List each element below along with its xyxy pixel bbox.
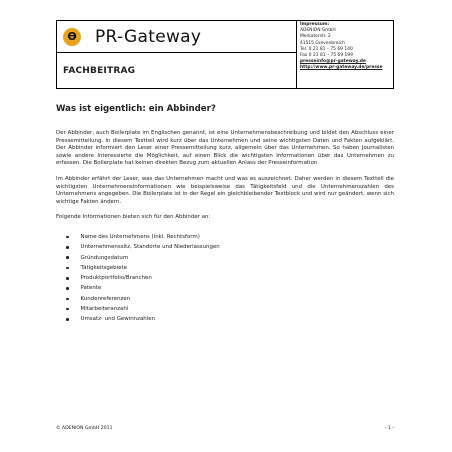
bullet-icon xyxy=(66,298,69,301)
list-item xyxy=(66,253,394,263)
info-list xyxy=(56,232,394,325)
bullet-icon xyxy=(66,277,69,280)
bullet-icon xyxy=(66,256,69,259)
bullet-icon xyxy=(66,287,69,290)
list-item-text: Name des Unternehmens (inkl. Rechtsform) xyxy=(80,233,200,240)
list-intro: Folgende Informationen bieten sich für den Abbinder an: xyxy=(56,214,211,221)
list-item-text: Mitarbeiteranzahl xyxy=(80,306,129,313)
list-item-text: Produktportfolio/Branchen xyxy=(80,275,152,282)
impressum-company: ADENION GmbH xyxy=(300,28,336,34)
impressum-fax: Fax 0 21 81 – 75 69 199 xyxy=(300,53,353,59)
footer-page-number: - 1 - xyxy=(384,426,394,431)
list-item-text: Kundenreferenzen xyxy=(80,295,131,302)
impressum-url-link[interactable]: http://www.pr-gateway.de/presse xyxy=(300,65,383,71)
bullet-icon xyxy=(66,246,69,249)
impressum-email-link[interactable]: presseinfo@pr-gateway.de xyxy=(300,59,366,65)
impressum-street: Merkatorstr. 2 xyxy=(300,34,331,40)
footer-copyright: © ADENION GmbH 2011 xyxy=(56,426,113,431)
document-footer xyxy=(56,426,394,431)
impressum-block xyxy=(297,21,393,88)
list-item-text: Unternehmenssitz, Standorte und Niederlassungen xyxy=(80,244,220,251)
list-item xyxy=(66,283,394,293)
pr-gateway-logo-icon: ϴ xyxy=(63,28,81,46)
bullet-icon xyxy=(66,267,69,270)
list-item xyxy=(66,304,394,314)
list-item-text: Patente xyxy=(80,285,102,292)
list-item-text: Umsatz- und Gewinnzahlen xyxy=(80,316,156,323)
list-item-text: Tätigkeitsgebiete xyxy=(80,264,127,271)
section-label: FACHBEITRAG xyxy=(63,65,136,76)
article-body xyxy=(56,104,394,325)
brand-row xyxy=(57,21,296,53)
article-title: Was ist eigentlich: ein Abbinder? xyxy=(56,104,216,114)
bullet-icon xyxy=(66,318,69,321)
impressum-city: 41515 Grevenbroich xyxy=(300,40,345,46)
list-item-text: Gründungsdatum xyxy=(80,254,129,261)
list-item xyxy=(66,294,394,304)
bullet-icon xyxy=(66,308,69,311)
impressum-tel: Tel. 0 21 81 – 75 69 140 xyxy=(300,46,353,52)
section-row xyxy=(57,53,296,88)
article-paragraph-2: Im Abbinder erfährt der Leser, was das Unternehmen macht und was es auszeichnet. Daher werden in diesem Textteil die wichtigsten Unternehmensinformationen wie beispielsweise das Tätigkeitsfeld und die Unternehmenszahlen des Unternehmens angegeben. Die Boilerplate ist in der Regel ein gleichbleibender Textblock und wird nur geändert, wenn sich wichtige Fakten ändern. xyxy=(56,175,394,205)
article-paragraph-1: Der Abbinder, auch Boilerplate im Englischen genannt, ist eine Unternehmensbeschreibung und bildet den Abschluss einer Pressemitteilung. In diesem Textteil wird kurz über das Unternehmen und seine wichtigsten Daten und Fakten aufgeklärt. Der Abbinder informiert den Leser einer Pressemitteilung kurz, allgemein über das Unternehmen. So haben Journalisten sowie andere Interessierte die Möglichkeit, auf einen Blick die wichtigsten Informationen über das Unternehmen zu erfassen. Die Boilerplate hat keinen direkten Bezug zum aktuellen Anlass der Presseinformation. xyxy=(56,130,394,167)
list-item xyxy=(66,273,394,283)
list-item xyxy=(66,242,394,252)
document-header xyxy=(56,20,394,89)
brand-name: PR-Gateway xyxy=(95,26,202,47)
list-item xyxy=(66,232,394,242)
list-item xyxy=(66,314,394,324)
header-brand-column xyxy=(57,21,297,88)
list-item xyxy=(66,263,394,273)
impressum-title: Impressum: xyxy=(300,22,330,27)
bullet-icon xyxy=(66,236,69,239)
